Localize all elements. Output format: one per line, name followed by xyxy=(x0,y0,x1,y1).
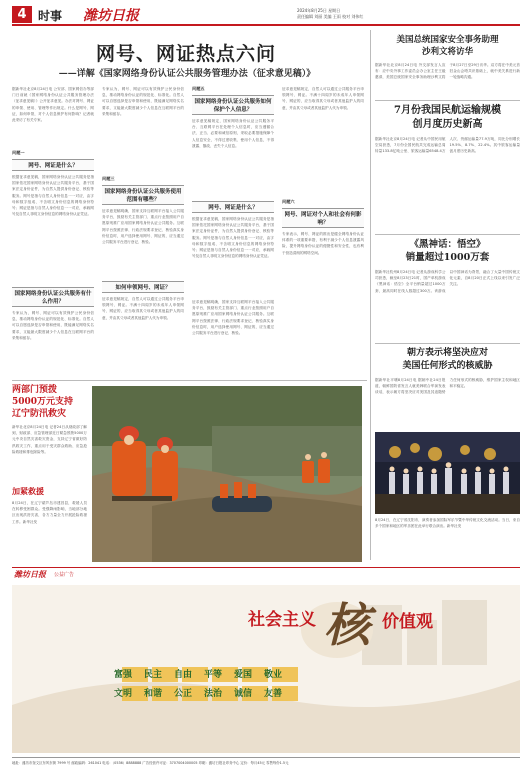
question-heading: 国家网络身份认证公共服务有什么作用？ xyxy=(12,287,94,307)
rescue-photo-illustration xyxy=(92,386,362,562)
question-label: 问题六 xyxy=(282,199,295,204)
question-text: 专家表示，网号、网证的推出是健全网络身份认证体系的一项重要举措，有利于减少个人信息泄露风险，提升网络身份认证的便捷性和安全性，也有利于营造清朗的网络空间。 xyxy=(282,232,364,255)
news-title: 7月份我国民航运输规模 创月度历史新高 xyxy=(394,105,501,130)
question-heading: 如何申领网号、网证？ xyxy=(102,281,184,293)
question-text: 征求意见稿规定，自然人可以通过公共服务平台申领网号、网证。不满十四周岁的未成年人申领网号、网证的，应当取得其父母或者其他监护人的同意，并由其父母或者其他监护人代为申领。 xyxy=(102,297,184,320)
news-item xyxy=(375,104,520,226)
news-title: 美国总统国家安全事务助理 沙利文将访华 xyxy=(396,35,499,57)
value-word: 民主 xyxy=(143,670,162,680)
value-word: 平等 xyxy=(203,670,222,680)
question-heading: 网号、网证是什么？ xyxy=(12,159,94,171)
question-label: 问题一 xyxy=(12,150,25,155)
value-word: 爱国 xyxy=(233,670,252,680)
column-divider xyxy=(370,30,371,560)
photo-story xyxy=(12,384,87,546)
paper-logo: 潍坊日报 xyxy=(83,8,139,24)
question-text: 征求意见稿规定，自然人可以通过公共服务平台申领网号、网证。不满十四周岁的未成年人申领网号、网证的，应当取得其父母或者其他监护人的同意，并由其父母或者其他监护人代为申领。 xyxy=(282,87,364,110)
band-photo xyxy=(375,432,520,514)
news-divider xyxy=(375,234,520,235)
values-row-1 xyxy=(110,667,286,680)
value-word: 公正 xyxy=(173,689,192,699)
values-row-2 xyxy=(110,686,286,699)
news-title: 朝方表示将坚决应对 美国任何形式的核威胁 xyxy=(402,348,493,371)
value-word: 和谐 xyxy=(143,689,162,699)
value-word: 文明 xyxy=(113,689,132,699)
article-column-2 xyxy=(102,86,184,376)
value-word: 友善 xyxy=(263,689,282,699)
article-column-1 xyxy=(12,86,94,376)
main-headline: 网号、网证热点六问 xyxy=(95,43,276,65)
ad-heading-right: 价值观 xyxy=(382,612,433,632)
ad-label: 公益广告 xyxy=(54,572,75,578)
article-column-4 xyxy=(282,86,364,376)
question-label: 问题三 xyxy=(102,176,115,181)
ad-banner-rule xyxy=(12,567,520,584)
ad-logo: 潍坊日报 xyxy=(14,570,46,579)
news-divider xyxy=(375,343,520,344)
article-intro: 据新华社北京8月24日电 公安部、国家网信办等部门日前就《国家网络身份认证公共服务管理办法（征求意见稿）》公开征求意见。办法对网号、网证的申领、使用、管理等作出规定。什么是网号、网证，如何申领，对个人信息保护有何影响？记者就此采访了有关专家。 xyxy=(12,87,94,123)
editor-line: 责任编辑 刘丽 美编 王雨 校对 刘伟红 xyxy=(297,14,364,19)
value-word: 富强 xyxy=(113,670,132,680)
question-text: 征求意见稿规定，国家网络身份认证公共服务平台、互联网平台在处理个人信息时，应当遵循合法、正当、必要和诚信原则，采取必要措施保障个人信息安全，不得过度收集、使用个人信息，不得泄露、篡改、丢失个人信息。 xyxy=(192,119,274,148)
photo-story-title: 两部门预拨 5000万元支持 辽宁防汛救灾 xyxy=(12,385,74,419)
question-heading: 国家网络身份认证公共服务如何保护个人信息？ xyxy=(192,95,274,115)
value-word: 自由 xyxy=(173,670,192,680)
question-text: 根据征求意见稿，国家网络身份认证公共服务是指国家依托国家网络身份认证公共服务平台，基于国家法定身份证件，为自然人提供身份登记、核验等服务。网号是指与自然人身份信息一一对应，由字母和数字组成、不含明文身份信息的网络身份符号；网证是指与自然人身份信息一一对应，承载网号及自然人非明文身份信息的网络身份认证凭证。 xyxy=(12,175,94,217)
band-photo-caption: 8月24日，在辽宁省沈阳市，演奏者参加国际军乐节暨中华传统文化交流活动。当日，来自多个国家和地区的军乐团在此举行联合演出。新华社发 xyxy=(375,518,520,529)
header-rule xyxy=(12,24,520,26)
news-title: 《黑神话：悟空》 销量超过1000万套 xyxy=(405,239,490,263)
news-divider xyxy=(375,100,520,101)
value-word: 诚信 xyxy=(233,689,252,699)
photo-story-text: 新华社北京8月24日电 记者24日从财政部了解到，财政部、应急管理部近日紧急预拨5000万元中央自然灾害救灾资金，支持辽宁省做好防汛救灾工作，重点用于受灾群众救助、应急抢险救援和排危除险等。 xyxy=(12,425,87,454)
section-name: 时事 xyxy=(38,9,63,23)
ad-heading-left: 社会主义 xyxy=(248,610,316,630)
page-number: 4 xyxy=(12,6,32,23)
question-heading: 网号、网证是什么？ xyxy=(192,201,274,213)
news-item xyxy=(375,238,520,341)
public-service-ad xyxy=(12,585,520,753)
question-heading: 国家网络身份认证公共服务使用范围有哪些？ xyxy=(102,185,184,205)
question-heading: 网号、网证对个人和社会有何影响？ xyxy=(282,208,364,228)
question-text: 专家认为，网号、网证可以有效保护公民身份信息，推动网络身份认证的规范化、标准化。自然人可以自愿选择是否申领和使用，既能满足网络实名要求，又能最大限度减少个人信息在互联网平台的采集和留存。 xyxy=(12,311,94,340)
header-info xyxy=(297,8,363,20)
news-item xyxy=(375,34,520,102)
main-subheadline: ——详解《国家网络身份认证公共服务管理办法（征求意见稿）》 xyxy=(58,69,316,79)
question-text: 征求意见稿明确，国家支持互联网平台接入公共服务平台，鼓励有关主管部门、重点行业按照用户自愿原则推广应用国家网络身份认证公共服务。互联网平台按照法律、行政法规要求登记、核验真实身份信息时，用户选择使用网号、网证的，应当通过公共服务平台进行登记、核验。 xyxy=(192,300,274,336)
photo-caption: 8月24日，在辽宁葫芦岛市建昌县，救援人员在转移受困群众。受强降雨影响，当地部分地区出现洪涝灾害，各方力量全力开展抢险救援工作。新华社发 xyxy=(12,501,87,524)
question-label: 问题五 xyxy=(192,86,205,91)
article-column-3 xyxy=(192,86,274,376)
news-text: 据新华社北京8月24日电 外交部发言人宣布：应中央外事工作委员会办公室主任王毅邀请，美国总统国家安全事务助理沙利文将于8月27日至29日访华。双方将在中美元首旧金山会晤共识基础上，就中美关系进行新一轮战略沟通。 xyxy=(375,63,520,80)
band-photo-illustration xyxy=(375,432,520,514)
news-text: 据新华社杭州8月24日电 记者从游戏科学公司获悉，截至8月23日21时，国产单机游戏《黑神话：悟空》全平台销量超过1000万套，最高同时在线人数超过300万。该游戏以中国神话为背景，融合了大量中国传统文化元素，自8月20日正式上线以来引发广泛关注。 xyxy=(375,270,520,293)
section-divider xyxy=(12,380,367,381)
page-footer: 地址：潍坊市奎文区东风东街 7999 号 邮政编码：261041 电话：（0536）8888888 广告经营许可证：3707004000005 印刷：潍坊日报社印务中心 定价：每月45元 零售每份1.5元 xyxy=(12,757,520,765)
value-word: 敬业 xyxy=(263,670,282,680)
question-text: 根据征求意见稿，国家网络身份认证公共服务是指国家依托国家网络身份认证公共服务平台，基于国家法定身份证件，为自然人提供身份登记、核验等服务。网号是指与自然人身份信息一一对应，由字母和数字组成、不含明文身份信息的网络身份符号；网证是指与自然人身份信息一一对应，承载网号及自然人非明文身份信息的网络身份认证凭证。 xyxy=(192,217,274,259)
value-word: 法治 xyxy=(203,689,222,699)
date-line: 2024年8月25日 星期日 xyxy=(297,8,341,13)
question-text: 专家认为，网号、网证可以有效保护公民身份信息，推动网络身份认证的规范化、标准化。自然人可以自愿选择是否申领和使用，既能满足网络实名要求，又能最大限度减少个人信息在互联网平台的采集和留存。 xyxy=(102,87,184,116)
news-text: 据新华社平壤8月24日电 据朝中社24日报道，朝鲜国防省发言人就美韩联合军演发表谈话，表示朝方将坚决应对美国及其追随势力任何形式的核威胁，维护国家主权和地区和平稳定。 xyxy=(375,378,520,395)
question-text: 征求意见稿明确，国家支持互联网平台接入公共服务平台，鼓励有关主管部门、重点行业按照用户自愿原则推广应用国家网络身份认证公共服务。互联网平台按照法律、行政法规要求登记、核验真实身份信息时，用户选择使用网号、网证的，应当通过公共服务平台进行登记、核验。 xyxy=(102,209,184,245)
rescue-photo xyxy=(92,386,362,562)
news-item xyxy=(375,347,520,427)
ad-heading-char: 核 xyxy=(324,598,370,652)
caption-heading: 加紧救援 xyxy=(12,486,44,496)
news-text: 据新华社北京8月24日电 记者从中国民用航空局获悉，7月份全国民航共完成运输总周转量133.8亿吨公里、旅客运输量6548.4万人次、货邮运输量77.9万吨，同比分别增长19.5%、8.7%、22.4%。其中旅客运输量创月度历史新高。 xyxy=(375,137,520,154)
